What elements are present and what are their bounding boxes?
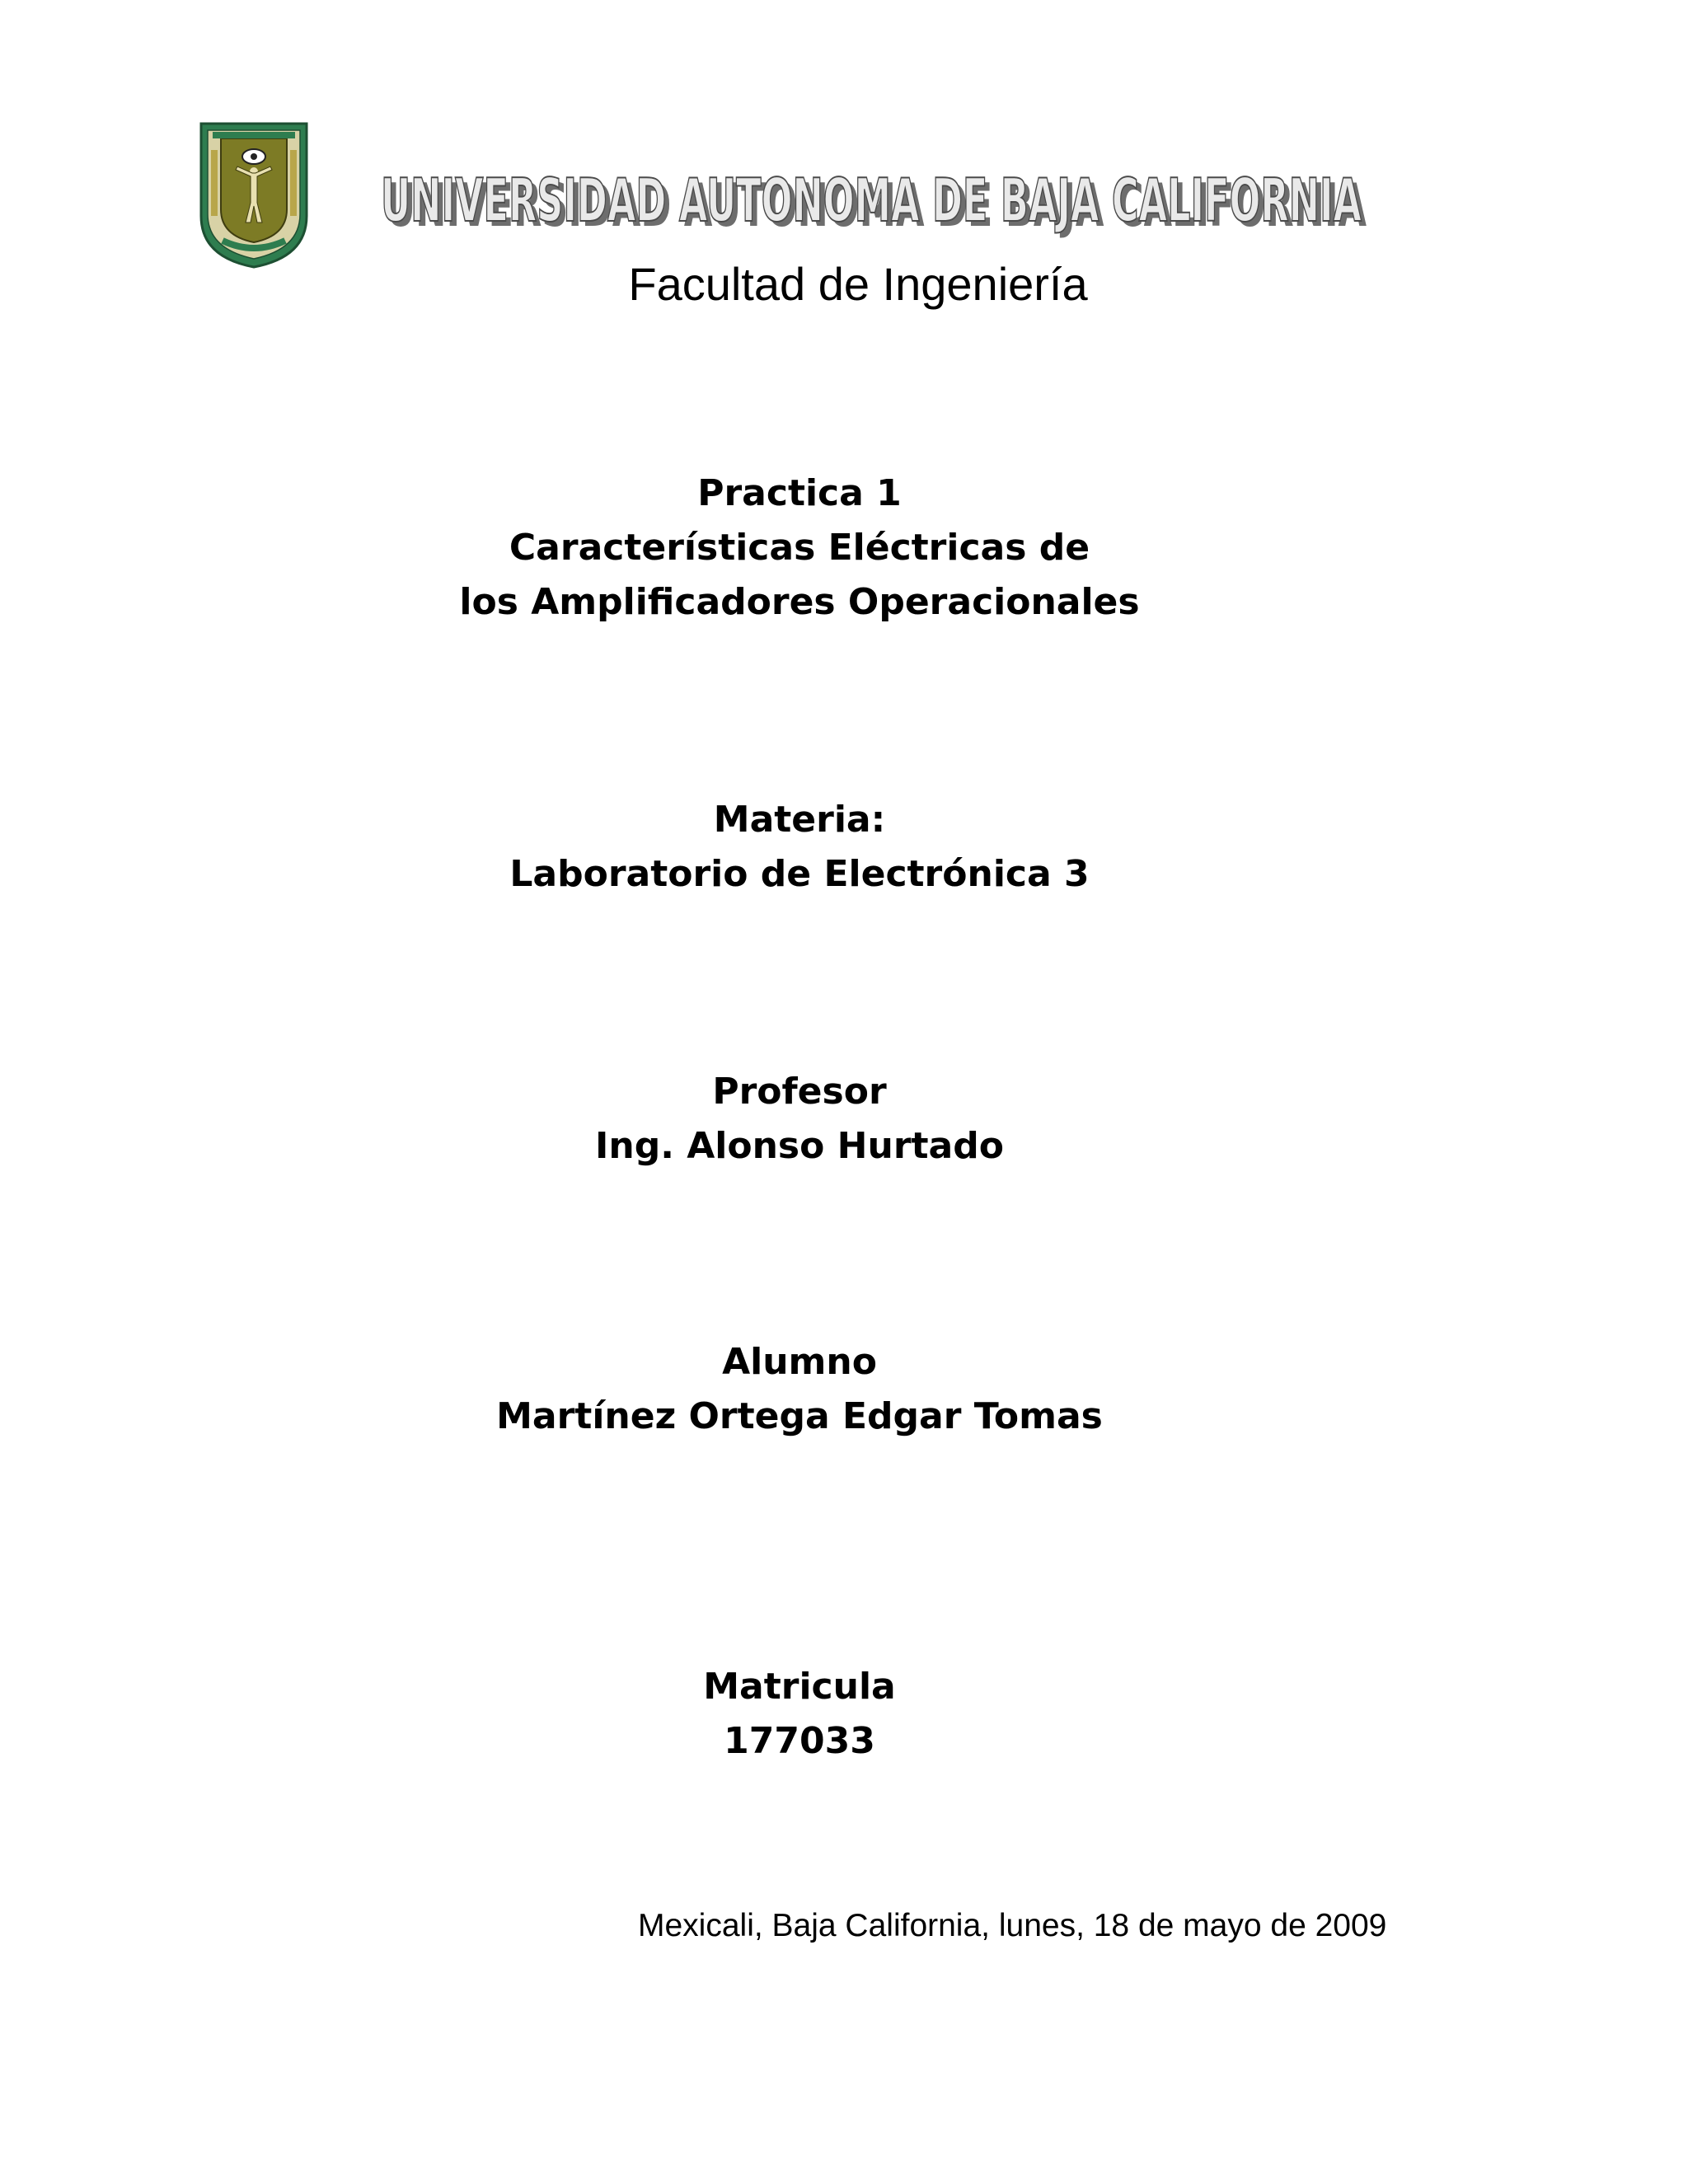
student-value: Martínez Ortega Edgar Tomas <box>496 1395 1103 1437</box>
student-label: Alumno <box>722 1341 877 1383</box>
enrollment-value: 177033 <box>724 1720 875 1762</box>
faculty-name: Facultad de Ingeniería <box>628 258 1088 310</box>
enrollment-block <box>0 1660 1599 1769</box>
subject-value: Laboratorio de Electrónica 3 <box>509 853 1090 895</box>
university-name-face: UNIVERSIDAD AUTONOMA DE BAJA CALIFORNIA <box>381 166 1362 235</box>
university-name <box>381 162 1370 241</box>
student-block <box>0 1335 1599 1444</box>
practice-block <box>0 466 1599 630</box>
enrollment-label: Matricula <box>703 1666 896 1708</box>
professor-block <box>0 1065 1599 1174</box>
place-date: Mexicali, Baja California, lunes, 18 de mayo de 2009 <box>638 1908 1387 1943</box>
university-seal-logo <box>196 117 312 270</box>
practice-number: Practica 1 <box>697 472 902 514</box>
professor-value: Ing. Alonso Hurtado <box>595 1125 1004 1167</box>
practice-title-line1: Características Eléctricas de <box>509 527 1090 569</box>
professor-label: Profesor <box>712 1071 887 1113</box>
practice-title-line2: los Amplificadores Operacionales <box>459 581 1140 623</box>
university-name-shadow: UNIVERSIDAD AUTONOMA DE BAJA CALIFORNIA <box>386 171 1367 240</box>
subject-block <box>0 793 1599 902</box>
subject-label: Materia: <box>713 799 886 841</box>
